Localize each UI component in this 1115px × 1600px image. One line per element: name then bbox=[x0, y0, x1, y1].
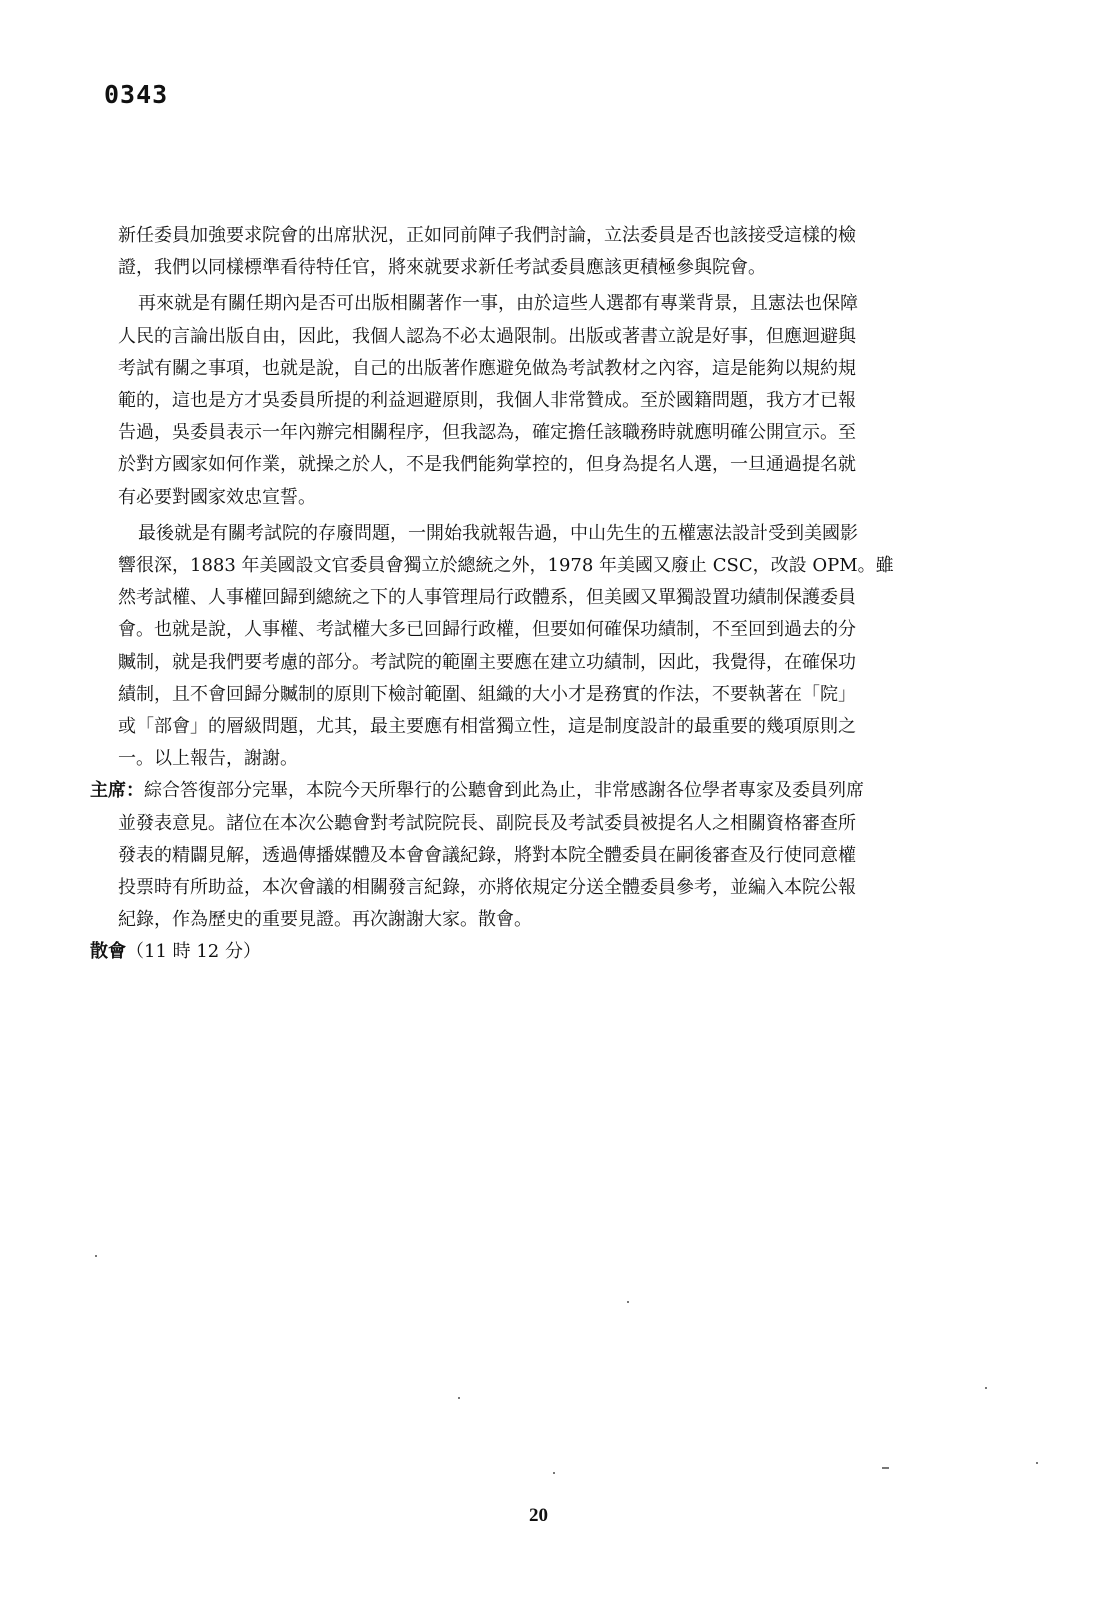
scan-speck bbox=[553, 1472, 555, 1474]
text-line: 並發表意見。諸位在本次公聽會對考試院院長、副院長及考試委員被提名人之相關資格審查所 bbox=[118, 812, 856, 834]
text-line: 於對方國家如何作業，就操之於人，不是我們能夠掌控的，但身為提名人選，一旦通過提名就 bbox=[118, 454, 856, 476]
text-line: 最後就是有關考試院的存廢問題，一開始我就報告過，中山先生的五權憲法設計受到美國影 bbox=[138, 522, 858, 544]
document-body bbox=[90, 220, 960, 969]
text-line: 或「部會」的層級問題，尤其，最主要應有相當獨立性，這是制度設計的最重要的幾項原則之 bbox=[118, 716, 856, 738]
scan-speck bbox=[882, 1467, 889, 1469]
text-line: 然考試權、人事權回歸到總統之下的人事管理局行政體系，但美國又單獨設置功績制保護委員 bbox=[118, 587, 856, 609]
text-line: 有必要對國家效忠宣誓。 bbox=[118, 486, 316, 508]
text-line: 投票時有所助益，本次會議的相關發言紀錄，亦將依規定分送全體委員參考，並編入本院公報 bbox=[118, 877, 856, 899]
scan-speck bbox=[95, 1255, 97, 1257]
scan-speck bbox=[627, 1301, 629, 1303]
text-line: 人民的言論出版自由，因此，我個人認為不必太過限制。出版或著書立說是好事，但應迴避與 bbox=[118, 325, 856, 347]
speaker-label: 主席： bbox=[90, 780, 144, 802]
text-line: 考試有關之事項，也就是說，自己的出版著作應避免做為考試教材之內容，這是能夠以規約規 bbox=[118, 357, 856, 379]
scan-speck bbox=[1036, 1462, 1038, 1464]
text-line: 告過，吳委員表示一年內辦完相關程序，但我認為，確定擔任該職務時就應明確公開宣示。至 bbox=[118, 422, 856, 444]
page-number: 20 bbox=[529, 1505, 548, 1526]
paragraph bbox=[90, 220, 960, 284]
text-line: 範的，這也是方才吳委員所提的利益迴避原則，我個人非常贊成。至於國籍問題，我方才已報 bbox=[118, 390, 856, 412]
text-line: 績制，且不會回歸分贓制的原則下檢討範圍、組織的大小才是務實的作法，不要執著在「院」 bbox=[118, 683, 856, 705]
text-line: 紀錄，作為歷史的重要見證。再次謝謝大家。散會。 bbox=[118, 909, 532, 931]
paragraph bbox=[90, 518, 960, 776]
document-id: 0343 bbox=[104, 80, 169, 109]
chair-first-line bbox=[90, 775, 960, 807]
adjourn-label: 散會 bbox=[90, 941, 126, 963]
scan-speck bbox=[985, 1387, 987, 1389]
chair-remarks bbox=[90, 775, 960, 936]
paragraph bbox=[90, 288, 960, 513]
text-line: 綜合答復部分完畢，本院今天所舉行的公聽會到此為止，非常感謝各位學者專家及委員列席 bbox=[144, 780, 864, 802]
text-line: 新任委員加強要求院會的出席狀況，正如同前陣子我們討論，立法委員是否也該接受這樣的檢 bbox=[118, 225, 856, 246]
text-line: 發表的精闢見解，透過傳播媒體及本會會議紀錄，將對本院全體委員在嗣後審查及行使同意權 bbox=[118, 844, 856, 866]
text-line: 一。以上報告，謝謝。 bbox=[118, 748, 298, 770]
text-line: 贓制，就是我們要考慮的部分。考試院的範圍主要應在建立功績制，因此，我覺得，在確保功 bbox=[118, 651, 856, 673]
adjourn-line bbox=[90, 936, 960, 968]
text-line: 響很深，1883 年美國設文官委員會獨立於總統之外，1978 年美國又廢止 CSC，改設 OPM。雖 bbox=[118, 555, 894, 577]
adjourn-time: （11 時 12 分） bbox=[126, 941, 261, 963]
scan-speck bbox=[458, 1397, 460, 1399]
text-line: 會。也就是說，人事權、考試權大多已回歸行政權，但要如何確保功績制，不至回到過去的分 bbox=[118, 619, 856, 641]
text-line: 證，我們以同樣標準看待特任官，將來就要求新任考試委員應該更積極參與院會。 bbox=[118, 257, 766, 279]
text-line: 再來就是有關任期內是否可出版相關著作一事，由於這些人選都有專業背景，且憲法也保障 bbox=[138, 293, 858, 315]
